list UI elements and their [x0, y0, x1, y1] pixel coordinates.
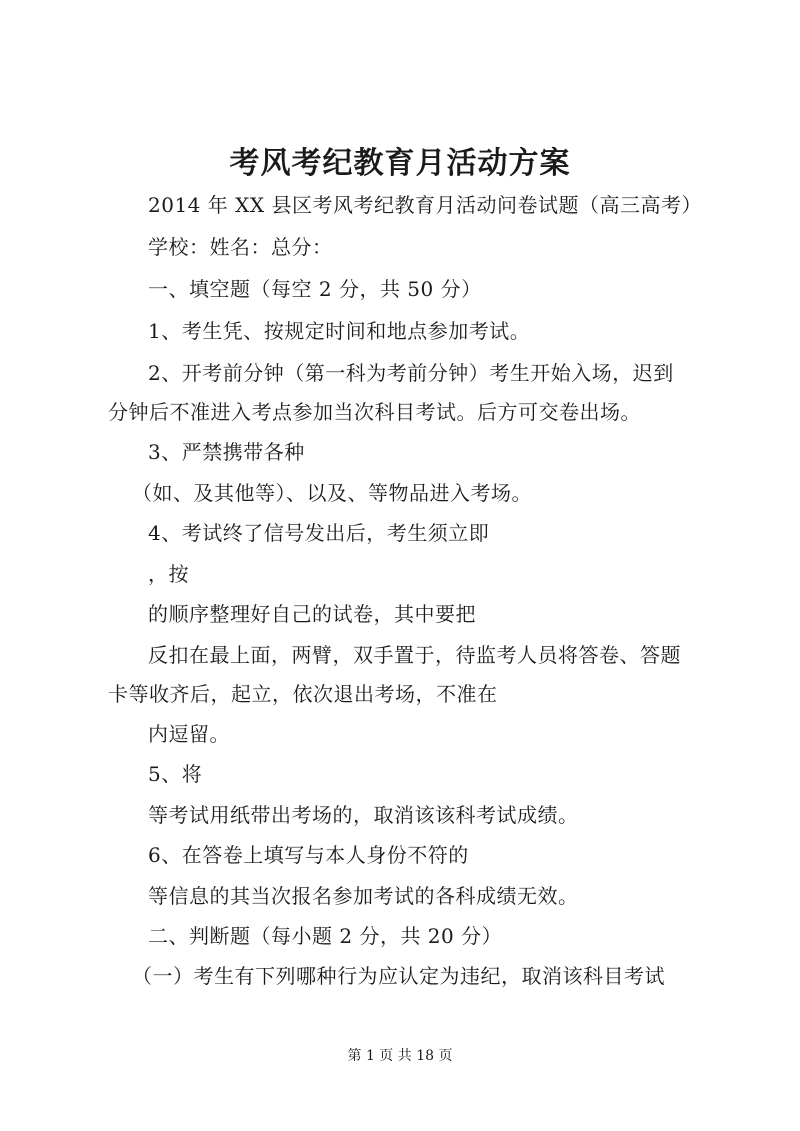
- question-3-cont: （如、及其他等）、以及、等物品进入考场。: [132, 481, 532, 505]
- question-6: 6、在答卷上填写与本人身份不符的: [148, 843, 469, 867]
- question-1: 1、考生凭、按规定时间和地点参加考试。: [148, 319, 531, 343]
- question-2: 2、开考前分钟（第一科为考前分钟）考生开始入场，迟到: [148, 361, 674, 385]
- section-heading-fill-blank: 一、填空题（每空 2 分，共 50 分）: [148, 277, 482, 301]
- question-4-cont-4: 卡等收齐后，起立，依次退出考场，不准在: [108, 682, 498, 706]
- info-fields: 学校：姓名：总分：: [148, 235, 333, 259]
- question-2-cont: 分钟后不准进入考点参加当次科目考试。后方可交卷出场。: [108, 400, 641, 424]
- question-6-cont: 等信息的其当次报名参加考试的各科成绩无效。: [148, 884, 579, 908]
- question-4-cont-1: ，按: [148, 562, 189, 586]
- question-4-cont-3: 反扣在最上面，两臂，双手置于，待监考人员将答卷、答题: [148, 643, 681, 667]
- question-3: 3、严禁携带各种: [148, 440, 305, 464]
- section-heading-true-false: 二、判断题（每小题 2 分，共 20 分）: [148, 924, 503, 948]
- question-4-cont-5: 内逗留。: [148, 722, 230, 746]
- document-title: 考风考纪教育月活动方案: [229, 146, 571, 181]
- page-footer: 第 1 页 共 18 页: [347, 1048, 453, 1064]
- question-5: 5、将: [148, 762, 203, 786]
- question-4: 4、考试终了信号发出后，考生须立即: [148, 521, 490, 545]
- question-5-cont: 等考试用纸带出考场的，取消该该科考试成绩。: [148, 803, 579, 827]
- question-4-cont-2: 的顺序整理好自己的试卷，其中要把: [148, 602, 476, 626]
- survey-heading: 2014 年 XX 县区考风考纪教育月活动问卷试题（高三高考）: [148, 193, 702, 217]
- true-false-intro: （一）考生有下列哪种行为应认定为违纪，取消该科目考试: [132, 964, 665, 988]
